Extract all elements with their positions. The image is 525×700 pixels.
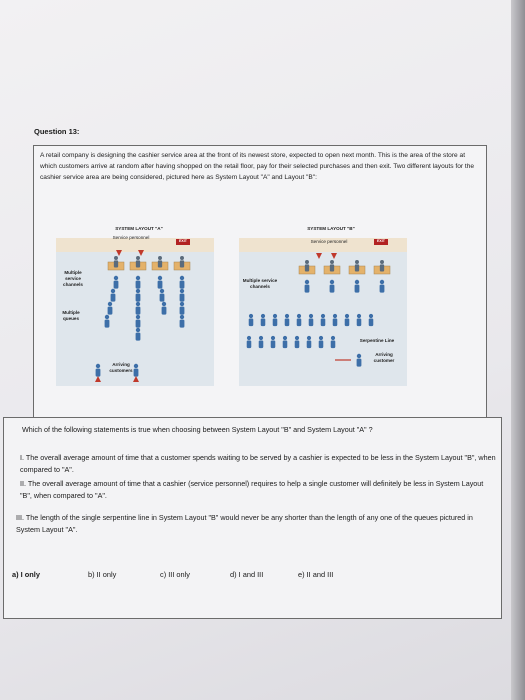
person-icon [307, 340, 312, 348]
person-icon [295, 340, 300, 348]
person-icon [380, 264, 384, 271]
system-layout-a-diagram [56, 226, 214, 406]
person-icon [283, 336, 287, 340]
person-icon [333, 314, 337, 318]
statement-2: II. The overall average amount of time that a cashier (service personnel) requires to help a single customer will definitely be less in System Layout "B", when compared to "A". [20, 479, 484, 500]
layout-b-exit-label: EXIT [377, 239, 385, 243]
person-icon [297, 318, 302, 326]
person-icon [285, 314, 289, 318]
person-icon [271, 336, 275, 340]
person-icon [319, 340, 324, 348]
person-icon [136, 256, 140, 260]
statement-1: I. The overall average amount of time that a customer spends waiting to be served by a cashier is expected to be less in the System Layout "B", when compared to "A". [20, 453, 496, 474]
person-icon [321, 318, 326, 326]
person-icon [357, 314, 361, 318]
person-icon [108, 302, 112, 306]
person-icon [271, 340, 276, 348]
person-icon [345, 314, 349, 318]
question-intro-box [33, 145, 487, 419]
question-title: Question 13: [34, 127, 80, 136]
person-icon [259, 336, 263, 340]
question-prompt: Which of the following statements is true when choosing between System Layout "B" and System Layout "A" ? [22, 425, 373, 434]
person-icon [162, 302, 166, 306]
person-icon [355, 260, 359, 264]
person-icon [136, 289, 140, 293]
person-icon [180, 276, 184, 280]
person-icon [114, 260, 118, 267]
person-icon [330, 285, 335, 293]
person-icon [108, 307, 113, 315]
layout-b-service-personnel-label: Service personnel [310, 239, 348, 244]
person-icon [111, 289, 115, 293]
answer-option-e[interactable]: e) II and III [298, 570, 334, 579]
person-icon [247, 340, 252, 348]
person-icon [285, 318, 290, 326]
person-icon [160, 294, 165, 302]
person-icon [114, 276, 118, 280]
answer-option-d[interactable]: d) I and III [230, 570, 264, 579]
person-icon [380, 280, 384, 284]
system-layout-b-diagram [239, 226, 407, 406]
person-icon [136, 260, 140, 267]
person-icon [333, 318, 338, 326]
person-icon [249, 318, 254, 326]
person-icon [330, 280, 334, 284]
person-icon [297, 314, 301, 318]
answer-option-a[interactable]: a) I only [12, 570, 40, 579]
person-icon [307, 336, 311, 340]
person-icon [162, 307, 167, 315]
person-icon [261, 318, 266, 326]
layout-a-title: SYSTEM LAYOUT "A" [115, 226, 163, 231]
person-icon [309, 318, 314, 326]
person-icon [357, 318, 362, 326]
layout-b-channels-label: Multiple service channels [242, 278, 278, 289]
person-icon [136, 302, 140, 306]
layout-b-arriving-label: Arriving customer [373, 352, 395, 363]
layout-a-exit-label: EXIT [179, 239, 187, 243]
layout-b-illustration [239, 226, 407, 406]
person-icon [345, 318, 350, 326]
person-icon [357, 359, 362, 367]
person-icon [136, 276, 140, 280]
person-icon [180, 289, 184, 293]
person-icon [105, 315, 109, 319]
person-icon [273, 318, 278, 326]
person-icon [369, 318, 374, 326]
person-icon [261, 314, 265, 318]
person-icon [180, 302, 184, 306]
person-icon [136, 320, 141, 328]
person-icon [380, 285, 385, 293]
question-prompt-box [3, 417, 502, 619]
answer-option-b[interactable]: b) II only [88, 570, 117, 579]
person-icon [136, 333, 141, 341]
person-icon [321, 314, 325, 318]
person-icon [331, 336, 335, 340]
person-icon [330, 260, 334, 264]
person-icon [331, 340, 336, 348]
person-icon [136, 281, 141, 289]
person-icon [369, 314, 373, 318]
person-icon [180, 256, 184, 260]
person-icon [305, 280, 309, 284]
person-icon [158, 281, 163, 289]
layout-b-serpentine-label: Serpentine Line [359, 338, 395, 343]
person-icon [305, 285, 310, 293]
person-icon [283, 340, 288, 348]
person-icon [160, 289, 164, 293]
person-icon [114, 281, 119, 289]
answer-option-c[interactable]: c) III only [160, 570, 190, 579]
person-icon [114, 256, 118, 260]
person-icon [180, 320, 185, 328]
person-icon [180, 307, 185, 315]
page-edge-shadow [511, 0, 525, 700]
person-icon [247, 336, 251, 340]
person-icon [158, 260, 162, 267]
statement-3: III. The length of the single serpentine line in System Layout "B" would never be any shorter than the length of any one of the queues pictured in System Layout "A". [16, 513, 473, 534]
person-icon [295, 336, 299, 340]
person-icon [105, 320, 110, 328]
person-icon [249, 314, 253, 318]
person-icon [355, 264, 359, 271]
person-icon [158, 276, 162, 280]
person-icon [180, 294, 185, 302]
person-icon [136, 328, 140, 332]
layout-a-queues-label: Multiple queues [62, 310, 80, 321]
person-icon [136, 315, 140, 319]
person-icon [355, 280, 359, 284]
person-icon [136, 307, 141, 315]
person-icon [357, 354, 361, 358]
person-icon [380, 260, 384, 264]
person-icon [305, 260, 309, 264]
person-icon [180, 260, 184, 267]
person-icon [309, 314, 313, 318]
person-icon [330, 264, 334, 271]
layout-a-channels-label: Multiple service channels [63, 270, 83, 287]
question-intro-text: A retail company is designing the cashier service area at the front of its newest store, expected to open next month. This is the area of the store at which customers arrive at random after having shopped on the retail floor, pay for their selected purchases and then exit. Two different layouts for the cashier service area are being considered, pictured here as System Layout "A" and Layout "B": [40, 152, 475, 181]
person-icon [273, 314, 277, 318]
person-icon [259, 340, 264, 348]
person-icon [180, 315, 184, 319]
person-icon [111, 294, 116, 302]
layout-b-title: SYSTEM LAYOUT "B" [307, 226, 355, 231]
person-icon [136, 294, 141, 302]
person-icon [180, 281, 185, 289]
layout-a-service-personnel-label: Service personnel [112, 235, 150, 240]
person-icon [319, 336, 323, 340]
person-icon [355, 285, 360, 293]
person-icon [305, 264, 309, 271]
person-icon [158, 256, 162, 260]
layout-a-arriving-label: Arriving customers [109, 362, 133, 373]
